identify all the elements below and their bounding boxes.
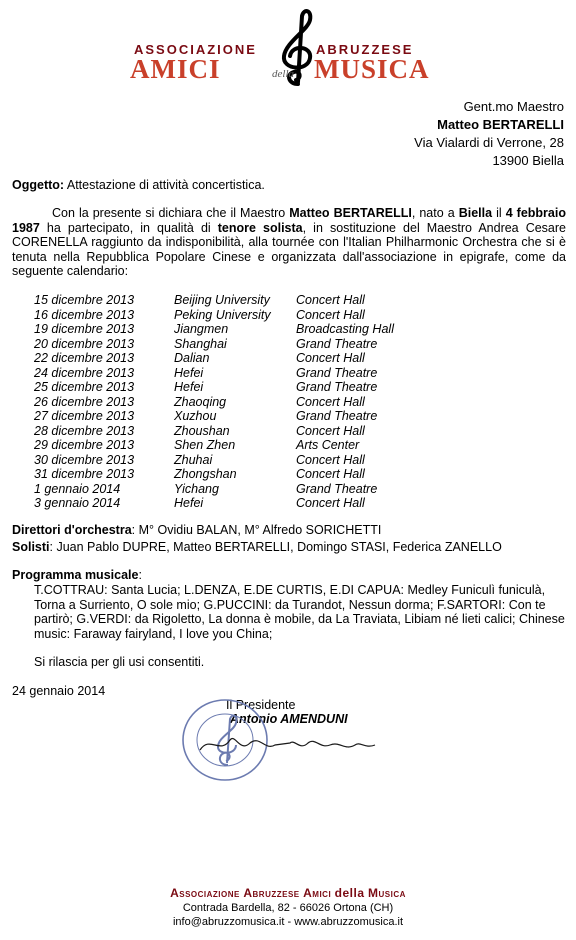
calendar-place: Peking University xyxy=(174,307,271,322)
conductors-text: : M° Ovidiu BALAN, M° Alfredo SORICHETTI xyxy=(131,523,382,537)
footer-org-name xyxy=(0,886,576,900)
calendar-venue: Concert Hall xyxy=(296,467,365,481)
recipient-address xyxy=(414,98,564,170)
association-stamp-icon xyxy=(183,700,267,780)
logo-word-associazione: ASSOCIAZIONE xyxy=(134,42,257,57)
soloists-label: Solisti xyxy=(12,540,50,554)
calendar-venue: Grand Theatre xyxy=(296,336,378,351)
calendar-date: 29 dicembre 2013 xyxy=(34,438,135,452)
calendar-place: Shen Zhen xyxy=(174,438,236,452)
recipient-street: Via Vialardi di Verrone, 28 xyxy=(414,135,564,150)
calendar-date: 24 dicembre 2013 xyxy=(34,365,135,380)
program-label: Programma musicale xyxy=(12,568,139,582)
calendar-date: 25 dicembre 2013 xyxy=(34,380,135,394)
calendar-place: Shanghai xyxy=(174,336,227,351)
calendar-place: Xuzhou xyxy=(174,409,217,423)
calendar-date: 28 dicembre 2013 xyxy=(34,423,135,438)
soloists-line xyxy=(12,540,566,555)
program-colon: : xyxy=(138,568,142,582)
conductors-label: Direttori d'orchestra xyxy=(12,523,132,537)
calendar-venue: Concert Hall xyxy=(296,351,365,365)
body-role: tenore solista xyxy=(217,220,303,235)
calendar-date: 16 dicembre 2013 xyxy=(34,307,135,322)
calendar-venue: Broadcasting Hall xyxy=(296,322,394,336)
signature-name: Antonio AMENDUNI xyxy=(230,712,348,726)
body-paragraph xyxy=(12,206,566,279)
calendar-venue: Concert Hall xyxy=(296,307,365,322)
footer-word: della xyxy=(334,886,365,900)
recipient-salutation: Gent.mo Maestro xyxy=(463,99,564,114)
subject-text: Attestazione di attività concertistica. xyxy=(66,178,265,192)
calendar-date: 22 dicembre 2013 xyxy=(34,351,135,365)
calendar-date: 3 gennaio 2014 xyxy=(34,496,121,510)
calendar-venue: Concert Hall xyxy=(296,394,365,409)
body-text: , in sostituzione del Maestro Andrea Cesare CORENELLA raggiunto da indisponibilità, alla tournée con l'Italian Philharmonic Orchestra che si è tenuta nella Repubblica Popolare Cinese e organizzata dall'associazione in epigrafe, come da seguente calendario: xyxy=(12,220,566,278)
closing-text: Si rilascia per gli usi consentiti. xyxy=(34,655,205,669)
footer-word: Abruzzese xyxy=(243,886,300,900)
calendar-venue: Arts Center xyxy=(296,438,360,452)
recipient-city: 13900 Biella xyxy=(492,153,564,168)
body-text: Con la presente si dichiara che il Maestro xyxy=(52,206,290,220)
footer-word: Amici xyxy=(303,886,332,900)
footer-word: Associazione xyxy=(170,886,240,900)
body-text: , nato a xyxy=(411,206,459,220)
subject-label: Oggetto: xyxy=(12,178,65,192)
program-heading xyxy=(12,568,566,583)
footer-address: Contrada Bardella, 82 - 66026 Ortona (CH) xyxy=(182,902,394,914)
calendar-venue: Concert Hall xyxy=(296,293,365,307)
body-birth-date: 4 febbraio 1987 xyxy=(12,206,566,235)
footer-contact[interactable]: info@abruzzomusica.it - www.abruzzomusica.it xyxy=(172,916,404,928)
recipient-name: Matteo BERTARELLI xyxy=(437,117,564,132)
logo-word-abruzzese: ABRUZZESE xyxy=(316,42,414,57)
calendar-venue: Grand Theatre xyxy=(296,365,378,380)
calendar-date: 15 dicembre 2013 xyxy=(34,293,135,307)
calendar-date: 26 dicembre 2013 xyxy=(34,394,135,409)
logo-word-musica: MUSICA xyxy=(314,54,430,84)
calendar-venue: Grand Theatre xyxy=(296,481,378,496)
conductors-line xyxy=(12,523,566,538)
calendar-venue: Concert Hall xyxy=(296,423,365,438)
calendar-place: Jiangmen xyxy=(174,322,229,336)
subject-line xyxy=(12,178,566,193)
program-text: T.COTTRAU: Santa Lucia; L.DENZA, E.DE CURTIS, E.DI CAPUA: Medley Funiculì funiculà, Torna a Surriento, O sole mio; G.PUCCINI: da Turandot, Nessun dorma; F.SARTORI: Con te partirò; G.VERDI: da Rigoletto, La donna è mobile, da La Traviata, Libiam né lieti calici; Chinese music: Faraway fairyland, I love you China; xyxy=(34,583,565,641)
body-text: ha partecipato, in qualità di xyxy=(39,220,218,235)
calendar-place: Hefei xyxy=(174,496,204,510)
body-city: Biella xyxy=(458,206,493,220)
association-logo xyxy=(128,8,448,88)
calendar-venue: Concert Hall xyxy=(296,496,365,510)
concert-calendar xyxy=(0,293,576,513)
calendar-venue: Grand Theatre xyxy=(296,409,378,423)
stamp-and-signature xyxy=(180,695,380,785)
calendar-date: 20 dicembre 2013 xyxy=(34,336,135,351)
calendar-place: Dalian xyxy=(174,351,210,365)
calendar-date: 1 gennaio 2014 xyxy=(34,481,121,496)
calendar-place: Beijing University xyxy=(174,293,270,307)
calendar-place: Zhuhai xyxy=(174,452,213,467)
body-name: Matteo BERTARELLI xyxy=(289,206,412,220)
calendar-place: Hefei xyxy=(174,365,204,380)
body-text: il xyxy=(492,206,506,220)
calendar-date: 30 dicembre 2013 xyxy=(34,452,135,467)
signature-title: Il Presidente xyxy=(226,698,296,712)
calendar-venue: Concert Hall xyxy=(296,452,365,467)
handwritten-signature-icon xyxy=(200,738,375,750)
calendar-place: Yichang xyxy=(174,481,219,496)
calendar-date: 31 dicembre 2013 xyxy=(34,467,135,481)
calendar-place: Zhongshan xyxy=(174,467,237,481)
footer-word: Musica xyxy=(368,886,406,900)
letter-date: 24 gennaio 2014 xyxy=(12,684,106,698)
logo-word-della: della xyxy=(272,68,294,80)
soloists-text: : Juan Pablo DUPRE, Matteo BERTARELLI, Domingo STASI, Federica ZANELLO xyxy=(49,540,502,554)
calendar-date: 19 dicembre 2013 xyxy=(34,322,135,336)
logo-word-amici: AMICI xyxy=(130,54,221,84)
calendar-place: Zhaoqing xyxy=(174,394,227,409)
calendar-place: Hefei xyxy=(174,380,204,394)
calendar-date: 27 dicembre 2013 xyxy=(34,409,135,423)
calendar-venue: Grand Theatre xyxy=(296,380,378,394)
calendar-place: Zhoushan xyxy=(174,423,230,438)
